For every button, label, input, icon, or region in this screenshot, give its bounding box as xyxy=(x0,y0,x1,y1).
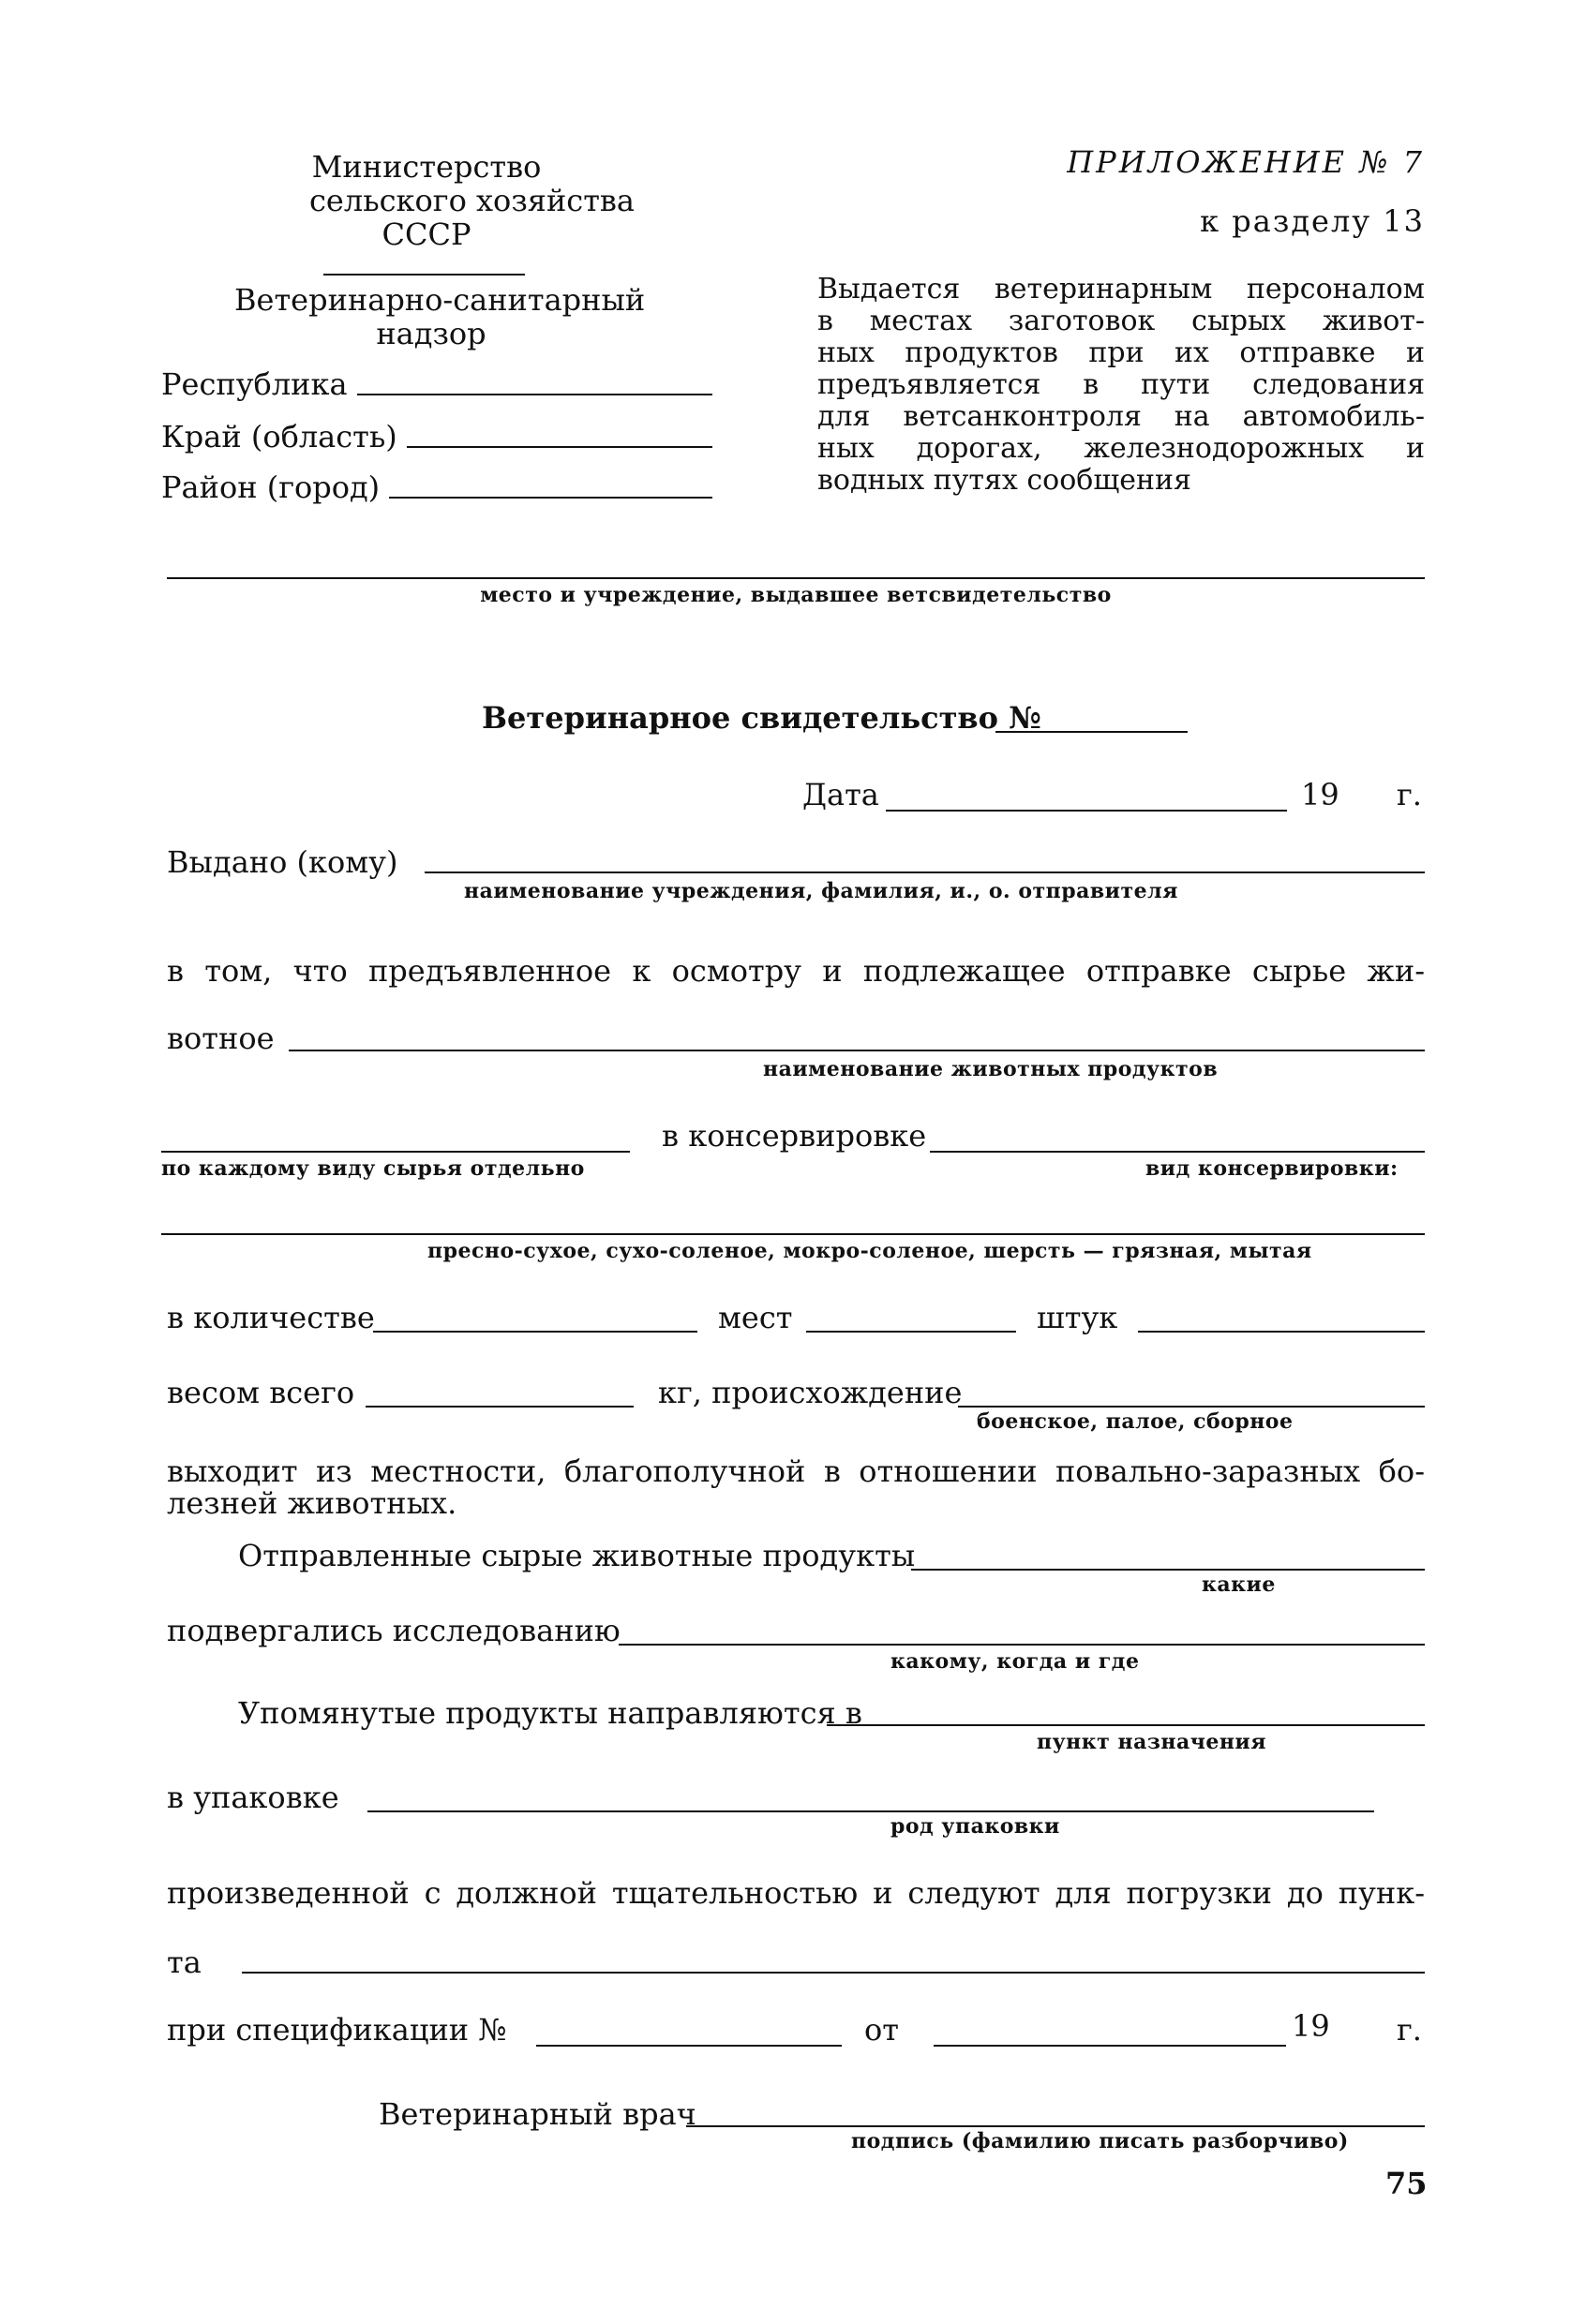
pieces-label: штук xyxy=(1037,1300,1118,1335)
para2-line-1: произведенной с должной тщательностью и следуют для погрузки до пунк- xyxy=(167,1875,1425,1911)
appendix-section: к разделу 13 xyxy=(1200,203,1425,239)
quantity-label: в количестве xyxy=(167,1300,375,1335)
region-field[interactable] xyxy=(161,420,712,454)
appendix-title: ПРИЛОЖЕНИЕ № 7 xyxy=(1067,144,1425,180)
spec-number-line[interactable] xyxy=(536,2045,842,2047)
certificate-number-line[interactable] xyxy=(995,731,1188,733)
loading-point-line[interactable] xyxy=(242,1972,1425,1974)
issued-to-label: Выдано (кому) xyxy=(167,844,398,880)
service-line: Ветеринарно-санитарный xyxy=(234,282,646,318)
issued-to-caption: наименование учреждения, фамилия, и., о. отправителя xyxy=(464,879,1178,903)
note-line: для ветсанконтроля на автомобиль- xyxy=(817,400,1425,433)
quantity-line[interactable] xyxy=(373,1331,697,1333)
package-line[interactable] xyxy=(367,1810,1374,1812)
signature-line[interactable] xyxy=(686,2125,1425,2127)
sent-line[interactable] xyxy=(911,1569,1425,1571)
district-field[interactable] xyxy=(161,470,712,504)
district-label: Район (город) xyxy=(161,469,381,505)
note-line: в местах заготовок сырых живот- xyxy=(817,305,1425,337)
region-line xyxy=(407,444,712,448)
para1-line-1: выходит из местности, благополучной в отношении повально-заразных бо- xyxy=(167,1453,1425,1489)
sent-label: Отправленные сырые животные продукты xyxy=(238,1538,916,1573)
tested-label: подвергались исследованию xyxy=(167,1613,621,1648)
origin-caption: боенское, палое, сборное xyxy=(977,1409,1294,1434)
weight-line[interactable] xyxy=(366,1406,634,1408)
ministry-line: СССР xyxy=(382,216,471,252)
spec-from-label: от xyxy=(864,2012,899,2048)
note-line: предъявляется в пути следования xyxy=(817,368,1425,401)
service-block xyxy=(234,282,646,351)
note-line: ных дорогах, железнодорожных и xyxy=(817,432,1425,465)
animal-caption: наименование животных продуктов xyxy=(763,1057,1219,1081)
date-suffix: г. xyxy=(1397,777,1422,812)
date-year: 19 xyxy=(1301,777,1339,812)
note-line: водных путях сообщения xyxy=(817,464,1191,497)
region-label: Край (область) xyxy=(161,419,397,454)
spec-label: при спецификации № xyxy=(167,2012,507,2048)
page-number: 75 xyxy=(1385,2166,1428,2201)
animal-line[interactable] xyxy=(289,1050,1425,1051)
body-line-1: в том, что предъявленное к осмотру и подлежащее отправке сырье жи- xyxy=(167,953,1425,989)
package-caption: род упаковки xyxy=(890,1814,1060,1839)
raw-type-caption: по каждому виду сырья отдельно xyxy=(161,1156,585,1181)
signature-label: Ветеринарный врач xyxy=(379,2096,696,2132)
raw-type-line[interactable] xyxy=(161,1151,630,1153)
note-line: Выдается ветеринарным персоналом xyxy=(817,273,1425,305)
republic-field[interactable] xyxy=(161,367,712,401)
preserve-label: в консервировке xyxy=(662,1118,927,1154)
pieces-line[interactable] xyxy=(1138,1331,1425,1333)
tested-line[interactable] xyxy=(619,1644,1425,1646)
para1-line-2: лезней животных. xyxy=(167,1485,457,1521)
preserve-line[interactable] xyxy=(930,1151,1425,1153)
date-label: Дата xyxy=(802,777,879,812)
issue-note xyxy=(817,274,1425,497)
republic-line xyxy=(357,392,712,395)
spec-date-line[interactable] xyxy=(934,2045,1286,2047)
animal-label: вотное xyxy=(167,1020,275,1056)
package-label: в упаковке xyxy=(167,1780,339,1815)
date-line[interactable] xyxy=(886,810,1287,812)
sent-caption: какие xyxy=(1202,1572,1276,1597)
destination-line[interactable] xyxy=(827,1724,1425,1726)
destination-label: Упомянутые продукты направляются в xyxy=(238,1695,862,1731)
tested-caption: какому, когда и где xyxy=(890,1649,1140,1674)
origin-line[interactable] xyxy=(958,1406,1425,1408)
weight-label: весом всего xyxy=(167,1375,355,1410)
ministry-line: Министерство xyxy=(311,149,542,185)
certificate-title: Ветеринарное свидетельство № xyxy=(482,700,1041,736)
ministry-block xyxy=(309,149,635,252)
preserve-type-line[interactable] xyxy=(161,1233,1425,1235)
signature-caption: подпись (фамилию писать разборчиво) xyxy=(851,2129,1349,2153)
service-line: надзор xyxy=(376,316,486,351)
header-divider xyxy=(323,274,525,276)
destination-caption: пункт назначения xyxy=(1037,1730,1266,1754)
ministry-line: сельского хозяйства xyxy=(309,183,635,218)
issuer-line[interactable] xyxy=(167,577,1425,579)
para2-line-2: та xyxy=(167,1944,202,1980)
district-line xyxy=(389,495,712,499)
issuer-caption: место и учреждение, выдавшее ветсвидетельство xyxy=(480,583,1112,607)
note-line: ных продуктов при их отправке и xyxy=(817,336,1425,369)
origin-label: кг, происхождение xyxy=(658,1375,963,1410)
preserve-types-caption: пресно-сухое, сухо-соленое, мокро-соленое, шерсть — грязная, мытая xyxy=(427,1239,1312,1263)
spec-year: 19 xyxy=(1292,2008,1330,2044)
places-label: мест xyxy=(718,1300,793,1335)
spec-suffix: г. xyxy=(1397,2012,1422,2048)
preserve-caption: вид консервировки: xyxy=(1145,1156,1399,1181)
places-line[interactable] xyxy=(806,1331,1016,1333)
republic-label: Республика xyxy=(161,366,348,402)
issued-to-line[interactable] xyxy=(425,872,1425,873)
